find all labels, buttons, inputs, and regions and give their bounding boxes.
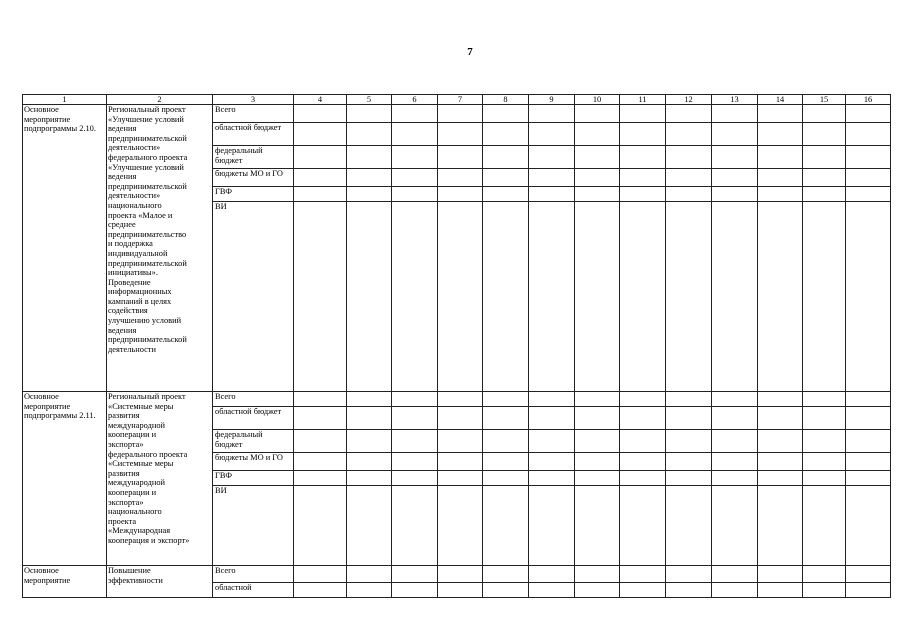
event-name-cell: Основное мероприятие xyxy=(23,566,107,598)
value-cell-col-13 xyxy=(712,105,758,123)
value-cell-col-10 xyxy=(575,187,620,202)
value-cell-col-16 xyxy=(846,407,891,430)
value-cell-col-11 xyxy=(620,169,666,187)
value-cell-col-9 xyxy=(529,566,575,583)
value-cell-col-15 xyxy=(803,566,846,583)
value-cell-col-16 xyxy=(846,123,891,146)
value-cell-col-5 xyxy=(347,566,392,583)
value-cell-col-4 xyxy=(294,105,347,123)
value-cell-col-10 xyxy=(575,430,620,453)
value-cell-col-16 xyxy=(846,486,891,566)
value-cell-col-9 xyxy=(529,169,575,187)
column-header-3: 3 xyxy=(213,95,294,105)
value-cell-col-8 xyxy=(483,392,529,407)
value-cell-col-15 xyxy=(803,202,846,392)
value-cell-col-14 xyxy=(758,471,803,486)
column-header-1: 1 xyxy=(23,95,107,105)
value-cell-col-14 xyxy=(758,583,803,598)
column-header-11: 11 xyxy=(620,95,666,105)
value-cell-col-8 xyxy=(483,453,529,471)
column-number-row xyxy=(23,95,891,105)
value-cell-col-7 xyxy=(438,392,483,407)
value-cell-col-14 xyxy=(758,407,803,430)
funding-source-cell: Всего xyxy=(213,392,294,407)
value-cell-col-13 xyxy=(712,430,758,453)
value-cell-col-9 xyxy=(529,123,575,146)
value-cell-col-12 xyxy=(666,187,712,202)
value-cell-col-5 xyxy=(347,583,392,598)
funding-source-cell: ГВФ xyxy=(213,471,294,486)
value-cell-col-15 xyxy=(803,486,846,566)
value-cell-col-7 xyxy=(438,202,483,392)
value-cell-col-13 xyxy=(712,566,758,583)
value-cell-col-10 xyxy=(575,105,620,123)
table-row xyxy=(23,566,891,583)
value-cell-col-7 xyxy=(438,486,483,566)
value-cell-col-12 xyxy=(666,169,712,187)
value-cell-col-15 xyxy=(803,430,846,453)
value-cell-col-12 xyxy=(666,392,712,407)
event-name-cell: Основное мероприятие подпрограммы 2.11. xyxy=(23,392,107,566)
value-cell-col-6 xyxy=(392,453,438,471)
value-cell-col-15 xyxy=(803,105,846,123)
value-cell-col-4 xyxy=(294,471,347,486)
value-cell-col-7 xyxy=(438,566,483,583)
value-cell-col-9 xyxy=(529,583,575,598)
value-cell-col-6 xyxy=(392,566,438,583)
value-cell-col-4 xyxy=(294,453,347,471)
value-cell-col-7 xyxy=(438,407,483,430)
column-header-2: 2 xyxy=(107,95,213,105)
value-cell-col-6 xyxy=(392,169,438,187)
value-cell-col-4 xyxy=(294,566,347,583)
column-header-8: 8 xyxy=(483,95,529,105)
value-cell-col-5 xyxy=(347,486,392,566)
value-cell-col-9 xyxy=(529,453,575,471)
value-cell-col-13 xyxy=(712,471,758,486)
value-cell-col-13 xyxy=(712,407,758,430)
value-cell-col-4 xyxy=(294,583,347,598)
value-cell-col-8 xyxy=(483,486,529,566)
value-cell-col-4 xyxy=(294,430,347,453)
value-cell-col-6 xyxy=(392,583,438,598)
value-cell-col-12 xyxy=(666,583,712,598)
value-cell-col-11 xyxy=(620,583,666,598)
column-header-14: 14 xyxy=(758,95,803,105)
value-cell-col-14 xyxy=(758,202,803,392)
value-cell-col-9 xyxy=(529,202,575,392)
value-cell-col-12 xyxy=(666,486,712,566)
column-header-12: 12 xyxy=(666,95,712,105)
value-cell-col-6 xyxy=(392,187,438,202)
value-cell-col-6 xyxy=(392,471,438,486)
value-cell-col-12 xyxy=(666,202,712,392)
value-cell-col-9 xyxy=(529,187,575,202)
value-cell-col-15 xyxy=(803,453,846,471)
value-cell-col-8 xyxy=(483,169,529,187)
value-cell-col-14 xyxy=(758,392,803,407)
value-cell-col-7 xyxy=(438,169,483,187)
value-cell-col-10 xyxy=(575,202,620,392)
value-cell-col-12 xyxy=(666,453,712,471)
value-cell-col-15 xyxy=(803,187,846,202)
value-cell-col-8 xyxy=(483,430,529,453)
value-cell-col-7 xyxy=(438,583,483,598)
event-description-cell: Региональный проект «Улучшение условий ведения предпринимательской деятельности» федерального проекта «Улучшение условий ведения предпринимательской деятельности» национального проекта «Малое и среднее предпринимательство и поддержка индивидуальной предпринимательской инициативы». Проведение информационных кампаний в целях содействия улучшению условий ведения предпринимательской деятельности xyxy=(107,105,213,392)
value-cell-col-6 xyxy=(392,430,438,453)
value-cell-col-7 xyxy=(438,430,483,453)
funding-source-cell: ГВФ xyxy=(213,187,294,202)
value-cell-col-11 xyxy=(620,453,666,471)
value-cell-col-6 xyxy=(392,105,438,123)
value-cell-col-11 xyxy=(620,202,666,392)
value-cell-col-12 xyxy=(666,407,712,430)
value-cell-col-12 xyxy=(666,146,712,169)
value-cell-col-13 xyxy=(712,187,758,202)
value-cell-col-15 xyxy=(803,471,846,486)
value-cell-col-16 xyxy=(846,453,891,471)
value-cell-col-7 xyxy=(438,105,483,123)
value-cell-col-7 xyxy=(438,146,483,169)
funding-source-cell: областной бюджет xyxy=(213,407,294,430)
value-cell-col-11 xyxy=(620,187,666,202)
value-cell-col-16 xyxy=(846,583,891,598)
page-number: 7 xyxy=(467,46,473,58)
value-cell-col-14 xyxy=(758,146,803,169)
column-header-7: 7 xyxy=(438,95,483,105)
funding-source-cell: ВИ xyxy=(213,486,294,566)
value-cell-col-10 xyxy=(575,146,620,169)
table-row xyxy=(23,392,891,407)
value-cell-col-4 xyxy=(294,146,347,169)
value-cell-col-14 xyxy=(758,169,803,187)
value-cell-col-6 xyxy=(392,202,438,392)
value-cell-col-5 xyxy=(347,169,392,187)
value-cell-col-16 xyxy=(846,392,891,407)
value-cell-col-16 xyxy=(846,202,891,392)
funding-source-cell: Всего xyxy=(213,105,294,123)
column-header-9: 9 xyxy=(529,95,575,105)
value-cell-col-10 xyxy=(575,392,620,407)
value-cell-col-11 xyxy=(620,146,666,169)
value-cell-col-13 xyxy=(712,453,758,471)
funding-source-cell: федеральный бюджет xyxy=(213,430,294,453)
value-cell-col-14 xyxy=(758,430,803,453)
value-cell-col-15 xyxy=(803,407,846,430)
value-cell-col-8 xyxy=(483,566,529,583)
column-header-16: 16 xyxy=(846,95,891,105)
value-cell-col-9 xyxy=(529,105,575,123)
value-cell-col-14 xyxy=(758,486,803,566)
value-cell-col-11 xyxy=(620,430,666,453)
value-cell-col-10 xyxy=(575,471,620,486)
value-cell-col-8 xyxy=(483,471,529,486)
value-cell-col-14 xyxy=(758,453,803,471)
value-cell-col-8 xyxy=(483,583,529,598)
value-cell-col-13 xyxy=(712,146,758,169)
column-header-4: 4 xyxy=(294,95,347,105)
value-cell-col-10 xyxy=(575,169,620,187)
column-header-5: 5 xyxy=(347,95,392,105)
value-cell-col-16 xyxy=(846,471,891,486)
column-header-10: 10 xyxy=(575,95,620,105)
value-cell-col-5 xyxy=(347,123,392,146)
value-cell-col-16 xyxy=(846,169,891,187)
value-cell-col-6 xyxy=(392,123,438,146)
value-cell-col-4 xyxy=(294,407,347,430)
value-cell-col-11 xyxy=(620,486,666,566)
value-cell-col-13 xyxy=(712,486,758,566)
value-cell-col-6 xyxy=(392,407,438,430)
value-cell-col-10 xyxy=(575,486,620,566)
value-cell-col-9 xyxy=(529,430,575,453)
value-cell-col-8 xyxy=(483,202,529,392)
value-cell-col-11 xyxy=(620,392,666,407)
value-cell-col-16 xyxy=(846,146,891,169)
value-cell-col-12 xyxy=(666,105,712,123)
value-cell-col-14 xyxy=(758,566,803,583)
value-cell-col-14 xyxy=(758,187,803,202)
value-cell-col-16 xyxy=(846,566,891,583)
value-cell-col-5 xyxy=(347,105,392,123)
funding-source-cell: областной xyxy=(213,583,294,598)
funding-source-cell: Всего xyxy=(213,566,294,583)
value-cell-col-11 xyxy=(620,566,666,583)
value-cell-col-10 xyxy=(575,407,620,430)
value-cell-col-9 xyxy=(529,392,575,407)
value-cell-col-6 xyxy=(392,392,438,407)
value-cell-col-4 xyxy=(294,486,347,566)
value-cell-col-11 xyxy=(620,407,666,430)
funding-source-cell: бюджеты МО и ГО xyxy=(213,453,294,471)
value-cell-col-12 xyxy=(666,123,712,146)
value-cell-col-7 xyxy=(438,187,483,202)
value-cell-col-8 xyxy=(483,123,529,146)
value-cell-col-12 xyxy=(666,430,712,453)
value-cell-col-8 xyxy=(483,407,529,430)
value-cell-col-9 xyxy=(529,407,575,430)
value-cell-col-12 xyxy=(666,471,712,486)
value-cell-col-5 xyxy=(347,146,392,169)
value-cell-col-11 xyxy=(620,105,666,123)
value-cell-col-9 xyxy=(529,471,575,486)
value-cell-col-16 xyxy=(846,105,891,123)
column-header-13: 13 xyxy=(712,95,758,105)
funding-source-cell: ВИ xyxy=(213,202,294,392)
event-description-cell: Повышение эффективности xyxy=(107,566,213,598)
value-cell-col-10 xyxy=(575,583,620,598)
value-cell-col-6 xyxy=(392,486,438,566)
value-cell-col-15 xyxy=(803,123,846,146)
value-cell-col-14 xyxy=(758,123,803,146)
funding-source-cell: федеральный бюджет xyxy=(213,146,294,169)
value-cell-col-16 xyxy=(846,187,891,202)
value-cell-col-10 xyxy=(575,566,620,583)
value-cell-col-5 xyxy=(347,187,392,202)
event-description-cell: Региональный проект «Системные меры развития международной кооперации и экспорта» федерального проекта «Системные меры развития международной кооперации и экспорта» национального проекта «Международная кооперация и экспорт» xyxy=(107,392,213,566)
funding-source-cell: областной бюджет xyxy=(213,123,294,146)
value-cell-col-10 xyxy=(575,453,620,471)
funding-source-cell: бюджеты МО и ГО xyxy=(213,169,294,187)
value-cell-col-4 xyxy=(294,202,347,392)
value-cell-col-4 xyxy=(294,169,347,187)
value-cell-col-13 xyxy=(712,583,758,598)
value-cell-col-11 xyxy=(620,123,666,146)
value-cell-col-5 xyxy=(347,407,392,430)
value-cell-col-14 xyxy=(758,105,803,123)
value-cell-col-15 xyxy=(803,583,846,598)
value-cell-col-8 xyxy=(483,105,529,123)
value-cell-col-5 xyxy=(347,471,392,486)
value-cell-col-9 xyxy=(529,486,575,566)
value-cell-col-7 xyxy=(438,123,483,146)
value-cell-col-10 xyxy=(575,123,620,146)
value-cell-col-7 xyxy=(438,471,483,486)
event-name-cell: Основное мероприятие подпрограммы 2.10. xyxy=(23,105,107,392)
value-cell-col-4 xyxy=(294,123,347,146)
value-cell-col-5 xyxy=(347,453,392,471)
value-cell-col-8 xyxy=(483,146,529,169)
value-cell-col-13 xyxy=(712,169,758,187)
value-cell-col-11 xyxy=(620,471,666,486)
value-cell-col-15 xyxy=(803,169,846,187)
value-cell-col-5 xyxy=(347,392,392,407)
value-cell-col-5 xyxy=(347,430,392,453)
value-cell-col-4 xyxy=(294,187,347,202)
value-cell-col-7 xyxy=(438,453,483,471)
value-cell-col-5 xyxy=(347,202,392,392)
value-cell-col-6 xyxy=(392,146,438,169)
value-cell-col-8 xyxy=(483,187,529,202)
value-cell-col-13 xyxy=(712,202,758,392)
value-cell-col-15 xyxy=(803,146,846,169)
value-cell-col-4 xyxy=(294,392,347,407)
column-header-15: 15 xyxy=(803,95,846,105)
value-cell-col-15 xyxy=(803,392,846,407)
value-cell-col-12 xyxy=(666,566,712,583)
funding-table xyxy=(22,94,891,598)
value-cell-col-13 xyxy=(712,392,758,407)
table-row xyxy=(23,105,891,123)
column-header-6: 6 xyxy=(392,95,438,105)
value-cell-col-9 xyxy=(529,146,575,169)
value-cell-col-13 xyxy=(712,123,758,146)
value-cell-col-16 xyxy=(846,430,891,453)
